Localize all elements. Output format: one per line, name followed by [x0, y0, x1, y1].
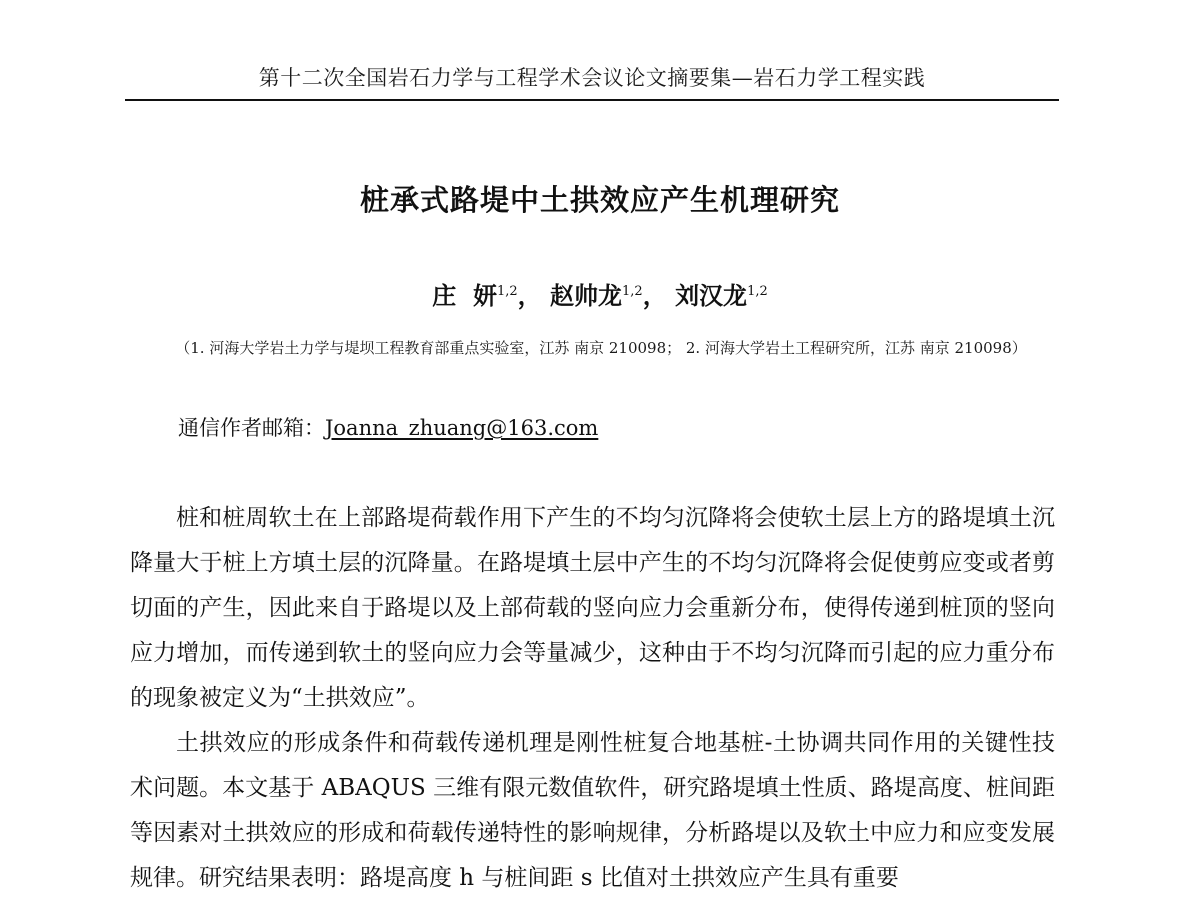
author-affiliation-mark: 1,2 — [496, 284, 518, 299]
author-affiliation-mark: 1,2 — [622, 284, 643, 299]
corresponding-email — [178, 412, 598, 442]
author-list — [100, 276, 1100, 311]
author-separator: ， — [517, 281, 542, 310]
author-affiliation-mark: 1,2 — [747, 284, 768, 299]
header-rule — [125, 99, 1059, 101]
author-name: 庄 妍 — [432, 281, 497, 310]
email-link[interactable]: Joanna_zhuang@163.com — [325, 416, 599, 440]
running-header: 第十二次全国岩石力学与工程学术会议论文摘要集—岩石力学工程实践 — [258, 66, 926, 90]
affiliation: （1. 河海大学岩土力学与堤坝工程教育部重点实验室，江苏 南京 210098； 2. 河海大学岩土工程研究所，江苏 南京 210098） — [175, 339, 1027, 357]
author-name: 赵帅龙 — [550, 281, 623, 310]
author-name: 刘汉龙 — [675, 281, 748, 310]
abstract-paragraph: 桩和桩周软土在上部路堤荷载作用下产生的不均匀沉降将会使软土层上方的路堤填土沉降量大于桩上方填土层的沉降量。在路堤填土层中产生的不均匀沉降将会促使剪应变或者剪切面的产生，因此来自于路堤以及上部荷载的竖向应力会重新分布，使得传递到桩顶的竖向应力增加，而传递到软土的竖向应力会等量减少，这种由于不均匀沉降而引起的应力重分布的现象被定义为“土拱效应”。 — [130, 505, 1055, 711]
author-separator: ， — [642, 281, 667, 310]
email-label: 通信作者邮箱： — [178, 416, 325, 440]
abstract-body — [130, 496, 1055, 901]
abstract-paragraph: 土拱效应的形成条件和荷载传递机理是刚性桩复合地基桩-土协调共同作用的关键性技术问题。本文基于 ABAQUS 三维有限元数值软件，研究路堤填土性质、路堤高度、桩间距等因素对土拱效应的形成和荷载传递特性的影响规律，分析路堤以及软土中应力和应变发展规律。研究结果表明：路堤高度 h 与桩间距 s 比值对土拱效应产生具有重要 — [130, 730, 1055, 891]
paper-title: 桩承式路堤中土拱效应产生机理研究 — [359, 183, 840, 217]
